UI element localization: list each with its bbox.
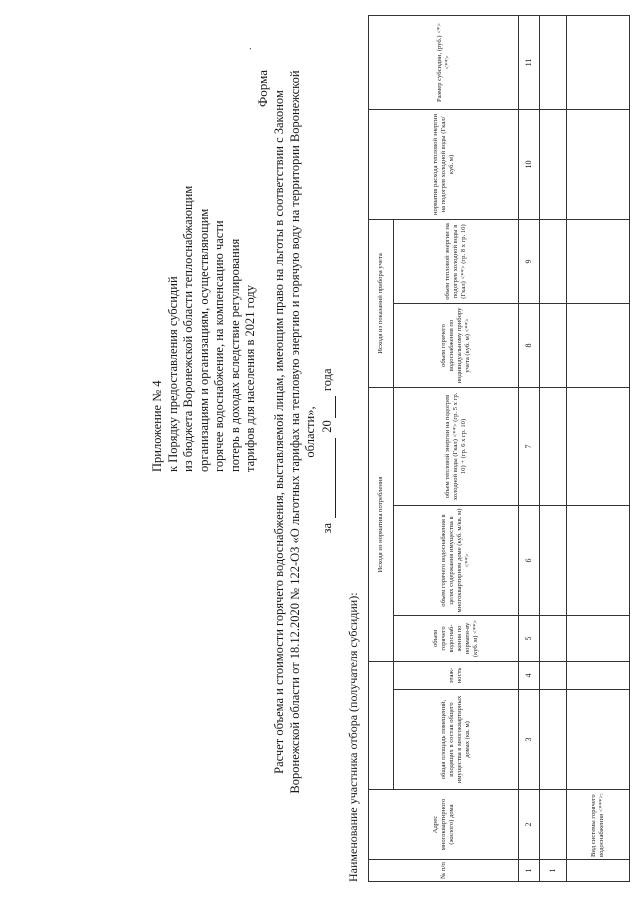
table-cell [567,304,630,388]
participant-label: Наименование участника отбора (получателя субсидии): [346,592,360,882]
stray-dot: . [243,47,254,50]
table-cell [540,662,567,690]
col-header-subsidy: Размер субсидии, (руб.) <*> <**> [369,16,519,110]
col-header-vol-common: объем горячего водоснабжения в целях содержания имущества в многоквартирном доме (куб. м/кв. м) <**> [394,506,519,616]
col-header-norm-rate: норматив расхода тепловой энергии на подогрев холодной воды (Гкал/куб. м) [369,110,519,220]
header-line: горячее водоснабжение, на компенсацию части [212,220,226,472]
header-line: потерь в доходах вследствие регулирования [227,238,242,472]
table-cell [540,616,567,662]
header-line: Приложение № 4 [150,380,164,472]
form-label: Форма [255,70,270,107]
column-number: 1 [519,860,540,882]
table-cell [540,506,567,616]
col-header-area: общая площадь помещений, входящих в состав общего имущества в многоквартирных домах (кв. м) [394,690,519,790]
table-cell [567,662,630,690]
column-number: 8 [519,304,540,388]
document-title [272,2,319,862]
col-header-vol-hw: объем горячего водоснаб-жения по нормати-ву (куб. м) <**> [394,616,519,662]
table-cell [567,860,630,882]
title-line: области», [303,406,317,458]
period-blank [320,438,336,518]
table-cell [567,388,630,506]
system-type-label: Вид системы горячего водоснабжения <***>: [567,790,630,860]
col-header-floors: этаж-ность [394,662,519,690]
col-header-meter-group: Исходя из показаний прибора учета [369,220,394,388]
table-cell [540,690,567,790]
table-cell [567,16,630,110]
table-cell [540,220,567,304]
table-cell [567,220,630,304]
header-line: тарифов для населения в 2021 году [243,285,257,472]
appendix-header [150,32,259,472]
period-suffix: года [320,368,334,392]
column-number: 2 [519,790,540,860]
col-header-meter-heat: объем тепловой энергии на подогрев холодной воды в (Гкал) <**> (гр. 8 х гр. 10) [394,220,519,304]
column-number: 7 [519,388,540,506]
column-number: 10 [519,110,540,220]
table-cell [567,690,630,790]
title-line: Расчет объема и стоимости горячего водоснабжения, выставляемой лицам, имеющим право на льготы в соответствии с Законом [272,90,286,774]
table-cell [540,110,567,220]
table-cell [567,506,630,616]
period-line [320,0,336,902]
year-blank [320,396,336,418]
column-number: 5 [519,616,540,662]
column-number: 6 [519,506,540,616]
column-number: 9 [519,220,540,304]
column-number: 4 [519,662,540,690]
col-header-norm-group: Исходя из норматива потребления [369,388,394,662]
header-line: организациям и организациям, осуществляющим [196,208,211,472]
title-line: Воронежской области от 18.12.2020 № 122-ОЗ «О льготных тарифах на тепловую энергию и горячую воду на территории Воронежской [287,70,302,794]
col-header-no: № п/п [369,860,519,882]
column-number: 11 [519,16,540,110]
table-cell [567,616,630,662]
column-number: 3 [519,690,540,790]
table-cell [540,304,567,388]
table-cell [540,790,567,860]
col-header-heat-vol: объем тепловой энергии на подогрев холодной воды (Гкал) <**> (гр. 5 х гр. 10) + (гр. 6 х гр. 10) [394,388,519,506]
table-cell [540,388,567,506]
col-header-meter-vol: объем горячего водоснабжения по индивидуальному прибору учета (куб. м) <**> [394,304,519,388]
table-cell [540,16,567,110]
calculation-table [368,15,630,882]
col-header-blank [369,662,394,790]
header-line: из бюджета Воронежской области теплоснабжающим [181,185,195,472]
row-number: 1 [540,860,567,882]
col-header-address: Адрес многоквартирного (жилого) дома [369,790,519,860]
period-year-prefix: 20 [320,420,334,433]
header-line: к Порядку предоставления субсидий [165,276,180,472]
period-prefix: за [320,523,334,534]
table-cell [567,110,630,220]
